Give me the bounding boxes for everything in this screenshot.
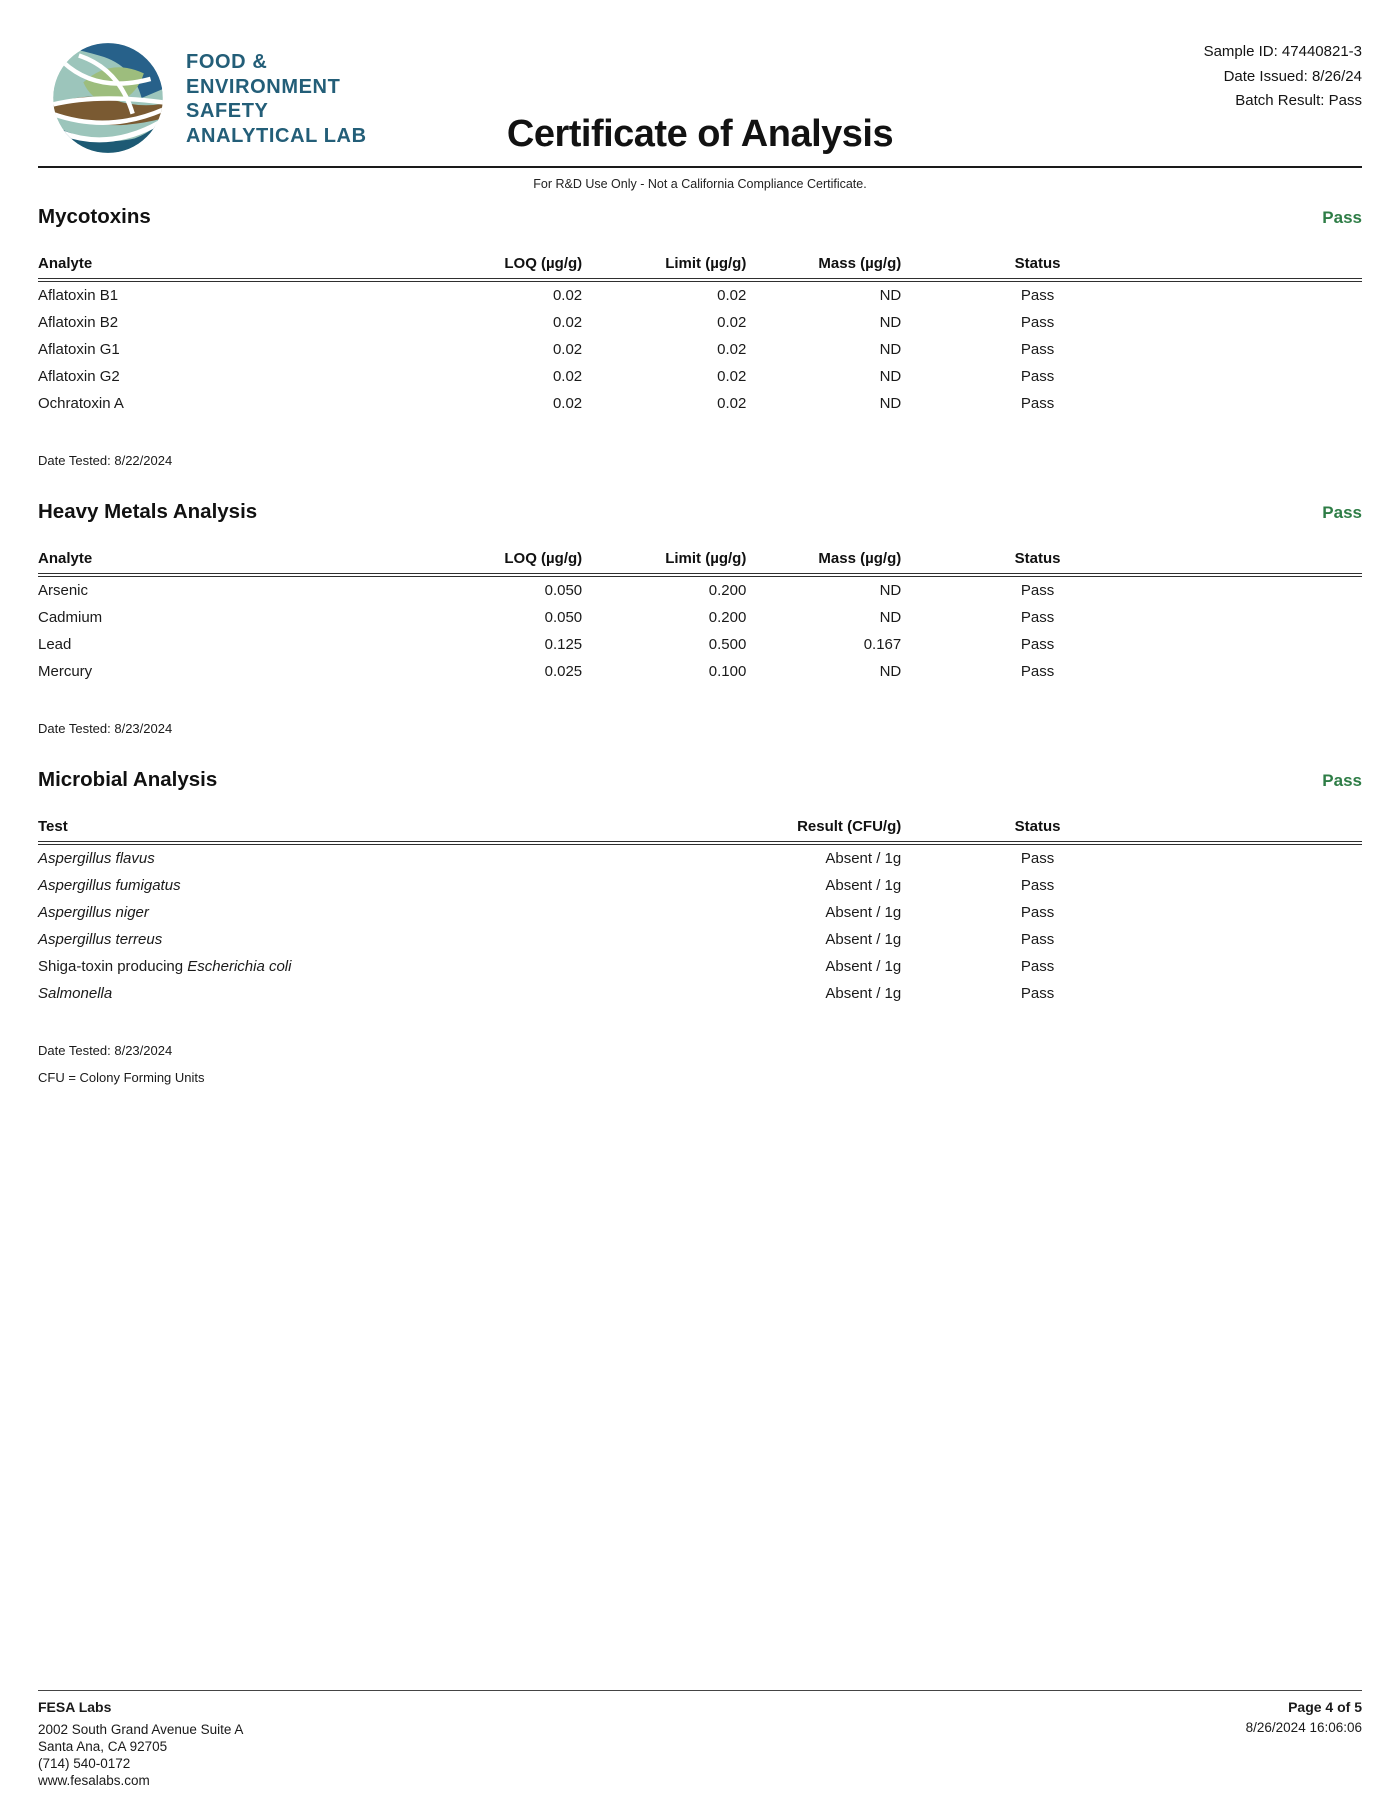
- status-cell: Pass: [1020, 904, 1055, 921]
- col-loq: LOQ (µg/g): [369, 255, 582, 280]
- test-name-organism: Aspergillus flavus: [38, 850, 155, 867]
- loq-cell: 0.02: [552, 314, 583, 331]
- page-number: Page 4 of 5: [1288, 1699, 1362, 1715]
- result-cell: Absent / 1g: [825, 958, 902, 975]
- col-limit: Limit (µg/g): [582, 255, 746, 280]
- spacer-cell: [1174, 631, 1362, 658]
- col-loq: LOQ (µg/g): [369, 550, 582, 575]
- batch-result: Batch Result: Pass: [1235, 92, 1362, 109]
- print-datetime: 8/26/2024 16:06:06: [1245, 1720, 1362, 1735]
- col-status: Status: [901, 255, 1174, 280]
- table-row: [38, 953, 1362, 980]
- status-cell: Pass: [1020, 341, 1055, 358]
- logo-line: ANALYTICAL LAB: [186, 124, 367, 147]
- status-cell: Pass: [1020, 582, 1055, 599]
- test-cell: [38, 899, 634, 926]
- spacer-cell: [1174, 658, 1362, 685]
- mass-cell: ND: [879, 341, 902, 358]
- test-name-prefix: Shiga-toxin producing: [38, 958, 188, 975]
- status-badge: Pass: [1322, 208, 1362, 227]
- footer: [38, 1690, 1362, 1789]
- compliance-disclaimer: For R&D Use Only - Not a California Compliance Certificate.: [533, 177, 867, 191]
- footer-address-line: Santa Ana, CA 92705: [38, 1739, 168, 1754]
- loq-cell: 0.050: [544, 609, 583, 626]
- table-row: [38, 658, 1362, 685]
- section-mycotoxins-header: [38, 205, 1362, 229]
- status-cell: Pass: [1020, 395, 1055, 412]
- loq-cell: 0.02: [552, 287, 583, 304]
- status-cell: Pass: [1020, 368, 1055, 385]
- spacer-cell: [1174, 926, 1362, 953]
- table-row: [38, 872, 1362, 899]
- date-tested: Date Tested: 8/23/2024: [38, 721, 173, 736]
- mass-cell: ND: [879, 582, 902, 599]
- test-cell: [38, 843, 634, 872]
- result-cell: Absent / 1g: [825, 850, 902, 867]
- col-analyte: Analyte: [38, 255, 369, 280]
- section-heavy-metals-header: [38, 500, 1362, 524]
- footer-company: FESA Labs: [38, 1699, 112, 1715]
- col-result: Result (CFU/g): [634, 818, 901, 843]
- table-row: [38, 575, 1362, 604]
- status-cell: Pass: [1020, 636, 1055, 653]
- loq-cell: 0.02: [552, 395, 583, 412]
- table-row: [38, 280, 1362, 309]
- table-header-row: [38, 550, 1362, 575]
- limit-cell: 0.02: [717, 368, 747, 385]
- section-title: Heavy Metals Analysis: [38, 500, 258, 523]
- loq-cell: 0.050: [544, 582, 583, 599]
- test-name-organism: Escherichia coli: [187, 958, 292, 975]
- spacer-cell: [1174, 575, 1362, 604]
- table-row: [38, 926, 1362, 953]
- col-mass: Mass (µg/g): [746, 255, 901, 280]
- col-spacer: [1174, 255, 1362, 280]
- status-badge: Pass: [1322, 503, 1362, 522]
- limit-cell: 0.02: [717, 287, 747, 304]
- heavy-metals-table: [38, 550, 1362, 685]
- logo-line: FOOD &: [186, 51, 268, 73]
- status-cell: Pass: [1020, 663, 1055, 680]
- col-analyte: Analyte: [38, 550, 369, 575]
- analyte-cell: Arsenic: [38, 582, 89, 599]
- loq-cell: 0.02: [552, 341, 583, 358]
- loq-cell: 0.125: [544, 636, 583, 653]
- date-tested: Date Tested: 8/23/2024: [38, 1043, 173, 1058]
- sample-id: Sample ID: 47440821-3: [1203, 43, 1362, 60]
- analyte-cell: Lead: [38, 636, 72, 653]
- spacer-cell: [1174, 980, 1362, 1007]
- result-cell: Absent / 1g: [825, 877, 902, 894]
- col-mass: Mass (µg/g): [746, 550, 901, 575]
- limit-cell: 0.02: [717, 314, 747, 331]
- spacer-cell: [1174, 363, 1362, 390]
- analyte-cell: Aflatoxin B1: [38, 287, 119, 304]
- footer-phone: (714) 540-0172: [38, 1756, 131, 1771]
- status-cell: Pass: [1020, 877, 1055, 894]
- table-row: [38, 336, 1362, 363]
- test-name-organism: Aspergillus niger: [38, 904, 149, 921]
- spacer-cell: [1174, 872, 1362, 899]
- analyte-cell: Mercury: [38, 663, 93, 680]
- loq-cell: 0.025: [544, 663, 583, 680]
- footer-address-line: 2002 South Grand Avenue Suite A: [38, 1722, 244, 1737]
- analyte-cell: Cadmium: [38, 609, 103, 626]
- footer-page-info: [1246, 1699, 1362, 1789]
- limit-cell: 0.02: [717, 341, 747, 358]
- status-cell: Pass: [1020, 985, 1055, 1002]
- col-status: Status: [901, 550, 1174, 575]
- spacer-cell: [1174, 843, 1362, 872]
- limit-cell: 0.200: [708, 609, 747, 626]
- footer-lab-info: [38, 1699, 243, 1789]
- spacer-cell: [1174, 604, 1362, 631]
- col-spacer: [1174, 818, 1362, 843]
- table-header-row: [38, 255, 1362, 280]
- test-name-organism: Aspergillus fumigatus: [38, 877, 181, 894]
- result-cell: Absent / 1g: [825, 904, 902, 921]
- spacer-cell: [1174, 390, 1362, 417]
- status-cell: Pass: [1020, 314, 1055, 331]
- logo-line: ENVIRONMENT: [186, 75, 341, 98]
- status-cell: Pass: [1020, 609, 1055, 626]
- footer-website: www.fesalabs.com: [38, 1773, 150, 1788]
- limit-cell: 0.100: [708, 663, 747, 680]
- table-row: [38, 390, 1362, 417]
- loq-cell: 0.02: [552, 368, 583, 385]
- cfu-note: CFU = Colony Forming Units: [38, 1070, 205, 1085]
- mass-cell: ND: [879, 314, 902, 331]
- mass-cell: ND: [879, 287, 902, 304]
- mass-cell: ND: [879, 663, 902, 680]
- page-title: Certificate of Analysis: [506, 113, 894, 155]
- result-cell: Absent / 1g: [825, 985, 902, 1002]
- status-cell: Pass: [1020, 931, 1055, 948]
- col-limit: Limit (µg/g): [582, 550, 746, 575]
- test-cell: [38, 953, 634, 980]
- spacer-cell: [1174, 899, 1362, 926]
- mass-cell: ND: [879, 368, 902, 385]
- mycotoxins-table: [38, 255, 1362, 417]
- mass-cell: ND: [879, 395, 902, 412]
- test-name-organism: Aspergillus terreus: [38, 931, 163, 948]
- mass-cell: 0.167: [863, 636, 902, 653]
- test-cell: [38, 872, 634, 899]
- date-tested: Date Tested: 8/22/2024: [38, 453, 173, 468]
- analyte-cell: Ochratoxin A: [38, 395, 124, 412]
- logo-line: SAFETY: [186, 100, 269, 122]
- result-cell: Absent / 1g: [825, 931, 902, 948]
- section-title: Microbial Analysis: [38, 768, 218, 791]
- analyte-cell: Aflatoxin G2: [38, 368, 120, 385]
- status-badge: Pass: [1322, 771, 1362, 790]
- table-row: [38, 309, 1362, 336]
- spacer-cell: [1174, 953, 1362, 980]
- col-test: Test: [38, 818, 634, 843]
- analyte-cell: Aflatoxin B2: [38, 314, 119, 331]
- sample-meta: [1204, 40, 1362, 114]
- spacer-cell: [1174, 280, 1362, 309]
- status-cell: Pass: [1020, 287, 1055, 304]
- test-cell: [38, 980, 634, 1007]
- date-issued: Date Issued: 8/26/24: [1223, 67, 1362, 85]
- microbial-table: [38, 818, 1362, 1007]
- table-row: [38, 843, 1362, 872]
- col-status: Status: [901, 818, 1174, 843]
- table-row: [38, 899, 1362, 926]
- table-header-row: [38, 818, 1362, 843]
- table-row: [38, 604, 1362, 631]
- table-row: [38, 980, 1362, 1007]
- spacer-cell: [1174, 336, 1362, 363]
- test-name-organism: Salmonella: [38, 985, 113, 1002]
- section-microbial-header: [38, 768, 1362, 792]
- table-row: [38, 363, 1362, 390]
- analyte-cell: Aflatoxin G1: [38, 341, 120, 358]
- table-row: [38, 631, 1362, 658]
- status-cell: Pass: [1020, 850, 1055, 867]
- limit-cell: 0.500: [708, 636, 747, 653]
- limit-cell: 0.200: [708, 582, 747, 599]
- mass-cell: ND: [879, 609, 902, 626]
- col-spacer: [1174, 550, 1362, 575]
- test-cell: [38, 926, 634, 953]
- section-title: Mycotoxins: [38, 205, 151, 228]
- spacer-cell: [1174, 309, 1362, 336]
- status-cell: Pass: [1020, 958, 1055, 975]
- limit-cell: 0.02: [717, 395, 747, 412]
- header: [38, 33, 1362, 168]
